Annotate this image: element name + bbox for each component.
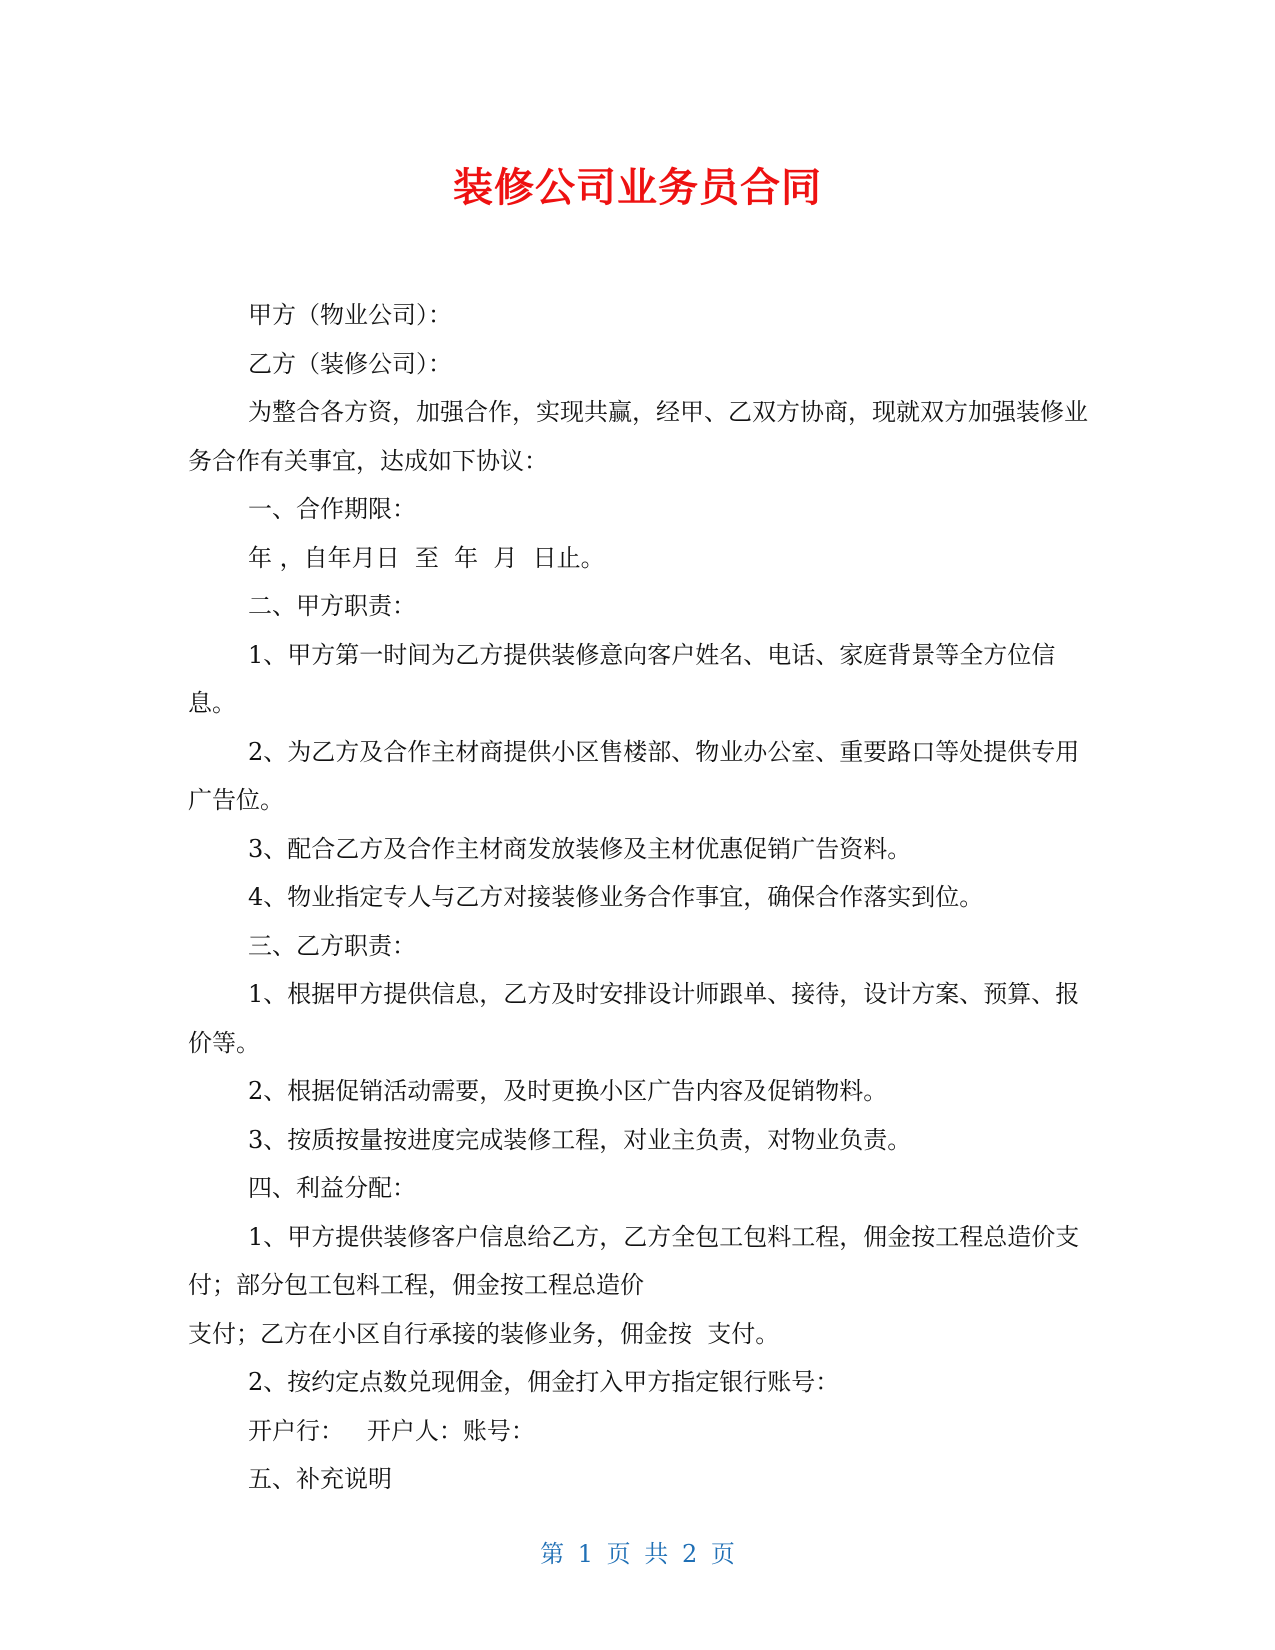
document-title: 装修公司业务员合同 bbox=[453, 165, 822, 211]
profit-clause-1: 1、甲方提供装修客户信息给乙方，乙方全包工包料工程，佣金按工程总造价支付；部分包工包料工程，佣金按工程总造价 bbox=[188, 1222, 1080, 1299]
section-heading-party-a-duties: 二、甲方职责： bbox=[248, 592, 416, 620]
section-heading-party-b-duties: 三、乙方职责： bbox=[248, 931, 416, 960]
profit-clause-1-continued: 支付；乙方在小区自行承接的装修业务，佣金按 支付。 bbox=[188, 1319, 780, 1348]
section-heading-profit-distribution: 四、利益分配： bbox=[248, 1174, 416, 1202]
preamble-paragraph: 为整合各方资，加强合作，实现共赢，经甲、乙双方协商，现就双方加强装修业务合作有关事宜，达成如下协议： bbox=[188, 398, 1088, 475]
section-heading-supplementary: 五、补充说明 bbox=[248, 1465, 392, 1493]
party-a-duty-1: 1、甲方第一时间为乙方提供装修意向客户姓名、电话、家庭背景等全方位信息。 bbox=[188, 640, 1056, 717]
section-heading-term: 一、合作期限： bbox=[248, 495, 416, 523]
party-a-duty-2: 2、为乙方及合作主材商提供小区售楼部、物业办公室、重要路口等处提供专用广告位。 bbox=[188, 737, 1080, 814]
party-b-duty-3: 3、按质按量按进度完成装修工程，对业主负责，对物业负责。 bbox=[248, 1125, 912, 1154]
profit-clause-2: 2、按约定点数兑现佣金，佣金打入甲方指定银行账号： bbox=[248, 1368, 840, 1396]
bank-account-line: 开户行： 开户人：账号： bbox=[248, 1416, 535, 1445]
party-b-duty-2: 2、根据促销活动需要，及时更换小区广告内容及促销物料。 bbox=[248, 1077, 888, 1105]
party-a-duty-3: 3、配合乙方及合作主材商发放装修及主材优惠促销广告资料。 bbox=[248, 834, 912, 863]
party-b-line: 乙方（装修公司）： bbox=[248, 349, 452, 378]
party-b-duty-1: 1、根据甲方提供信息，乙方及时安排设计师跟单、接待，设计方案、预算、报价等。 bbox=[188, 980, 1080, 1057]
page-number-footer: 第 1 页 共 2 页 bbox=[540, 1540, 735, 1568]
party-a-duty-4: 4、物业指定专人与乙方对接装修业务合作事宜，确保合作落实到位。 bbox=[248, 883, 984, 911]
term-line: 年 ，自年月日 至 年 月 日止。 bbox=[248, 543, 605, 572]
document-body bbox=[188, 291, 1088, 1504]
party-a-line: 甲方（物业公司）： bbox=[248, 301, 452, 329]
